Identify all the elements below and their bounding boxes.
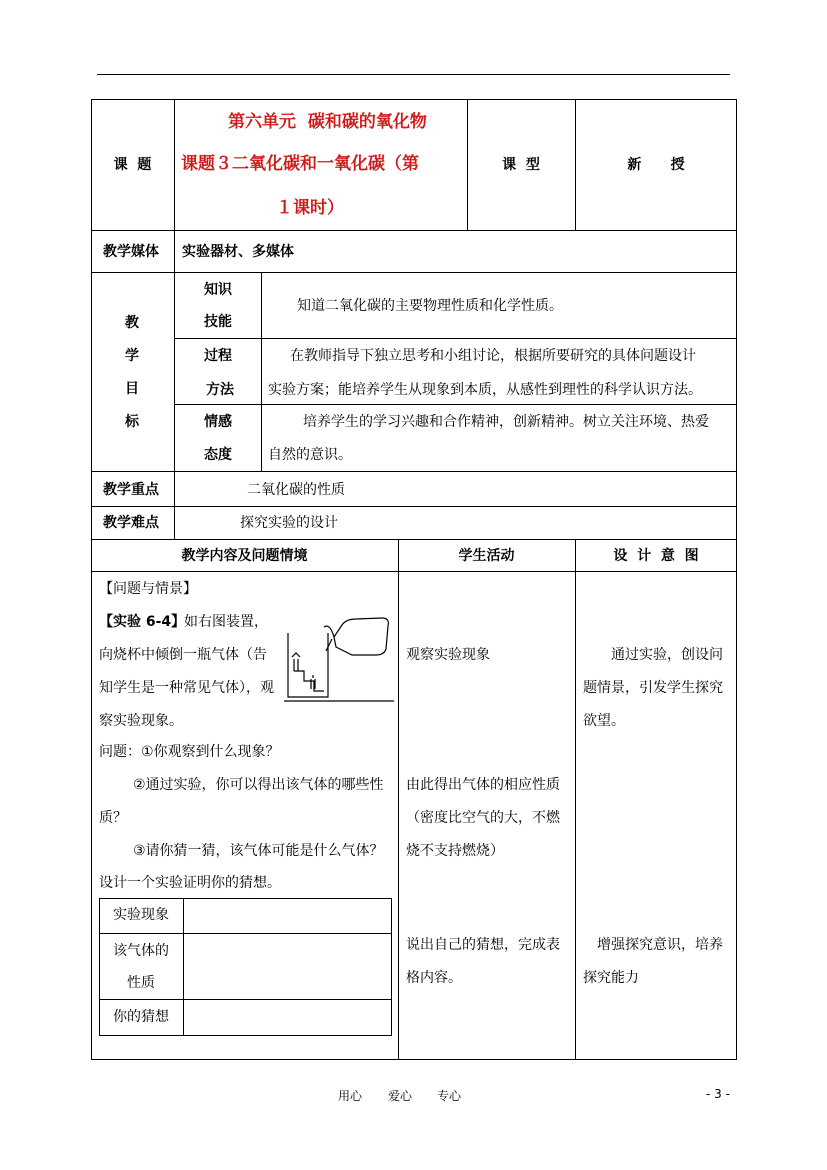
pouring-gas-figure xyxy=(284,613,394,706)
content-heading: 【问题与情景】 xyxy=(99,581,197,597)
knowledge-label: 知识 xyxy=(204,282,232,298)
objectives-label-2: 学 xyxy=(125,348,139,364)
unit-title: 第六单元 碳和碳的氧化物 xyxy=(228,112,427,132)
gas-property-label: 该气体的 xyxy=(113,943,169,959)
guess-label: 你的猜想 xyxy=(113,1009,169,1025)
question-2-cont: 质？ xyxy=(99,810,127,826)
activity-2-cont: （密度比空气的大，不燃 xyxy=(406,810,560,826)
knowledge-label-2: 技能 xyxy=(204,314,232,330)
experiment-text-2: 向烧杯中倾倒一瓶气体（告 xyxy=(99,647,267,663)
difficulty-label: 教学难点 xyxy=(103,515,159,531)
activity-3-cont: 格内容。 xyxy=(406,970,462,986)
intent-1-cont-2: 欲望。 xyxy=(583,713,625,729)
key-point-value: 二氧化碳的性质 xyxy=(247,482,345,498)
key-point-label: 教学重点 xyxy=(103,482,159,498)
intent-1: 通过实验，创设问 xyxy=(611,647,723,663)
observation-label: 实验现象 xyxy=(113,907,169,923)
kexing-label: 课 型 xyxy=(502,157,540,173)
header-rule xyxy=(97,74,730,75)
footer-text-1: 用心 xyxy=(338,1089,363,1103)
experiment-text-4: 察实验现象。 xyxy=(99,713,183,729)
column-activity: 学生活动 xyxy=(458,548,515,564)
question-2: ②通过实验，你可以得出该气体的哪些性 xyxy=(133,777,384,793)
kexing-value: 新 授 xyxy=(627,157,685,173)
experiment-text-3: 知学生是一种常见气体），观 xyxy=(99,680,274,696)
question-3: ③请你猜一猜，该气体可能是什么气体？ xyxy=(133,843,384,859)
lesson-title-cont: １课时） xyxy=(276,198,344,218)
objectives-label-3: 目 xyxy=(125,381,139,397)
knowledge-text: 知道二氧化碳的主要物理性质和化学性质。 xyxy=(297,298,563,314)
activity-2-cont-2: 烧不支持燃烧） xyxy=(406,843,504,859)
media-label: 教学媒体 xyxy=(103,244,159,260)
emotion-text-1: 培养学生的学习兴趣和合作精神，创新精神。树立关注环境、热爱 xyxy=(303,414,709,430)
column-intent: 设 计 意 图 xyxy=(613,548,699,564)
experiment-text-1: 如右图装置， xyxy=(184,614,268,630)
activity-3: 说出自己的猜想，完成表 xyxy=(406,937,560,953)
emotion-label: 情感 xyxy=(204,414,232,430)
question-3-cont: 设计一个实验证明你的猜想。 xyxy=(99,875,281,891)
activity-2: 由此得出气体的相应性质 xyxy=(406,777,560,793)
objectives-label-1: 教 xyxy=(125,315,139,331)
question-1: 问题：①你观察到什么现象？ xyxy=(99,744,280,760)
footer-text-3: 专心 xyxy=(437,1089,462,1103)
process-label: 过程 xyxy=(204,348,232,364)
gas-property-label-2: 性质 xyxy=(127,975,155,991)
lesson-title: 课题３二氧化碳和一氧化碳（第 xyxy=(181,154,419,174)
intent-2-cont: 探究能力 xyxy=(583,970,639,986)
footer-text-2: 爱心 xyxy=(388,1089,413,1103)
process-text-1: 在教师指导下独立思考和小组讨论，根据所要研究的具体问题设计 xyxy=(290,348,696,364)
activity-1: 观察实验现象 xyxy=(406,647,490,663)
objectives-label-4: 标 xyxy=(125,414,139,430)
intent-1-cont: 题情景，引发学生探究 xyxy=(583,680,723,696)
process-label-2: 方法 xyxy=(206,382,234,398)
intent-2: 增强探究意识，培养 xyxy=(597,937,723,953)
emotion-label-2: 态度 xyxy=(204,447,232,463)
keti-label: 课 题 xyxy=(113,157,152,173)
media-value: 实验器材、多媒体 xyxy=(182,244,294,260)
page-number: - 3 - xyxy=(706,1087,730,1101)
column-content: 教学内容及问题情境 xyxy=(181,548,308,564)
difficulty-value: 探究实验的设计 xyxy=(240,515,338,531)
experiment-tag: 【实验 6-4】 xyxy=(99,614,186,630)
emotion-text-2: 自然的意识。 xyxy=(268,447,352,463)
process-text-2: 实验方案；能培养学生从现象到本质，从感性到理性的科学认识方法。 xyxy=(268,382,702,398)
